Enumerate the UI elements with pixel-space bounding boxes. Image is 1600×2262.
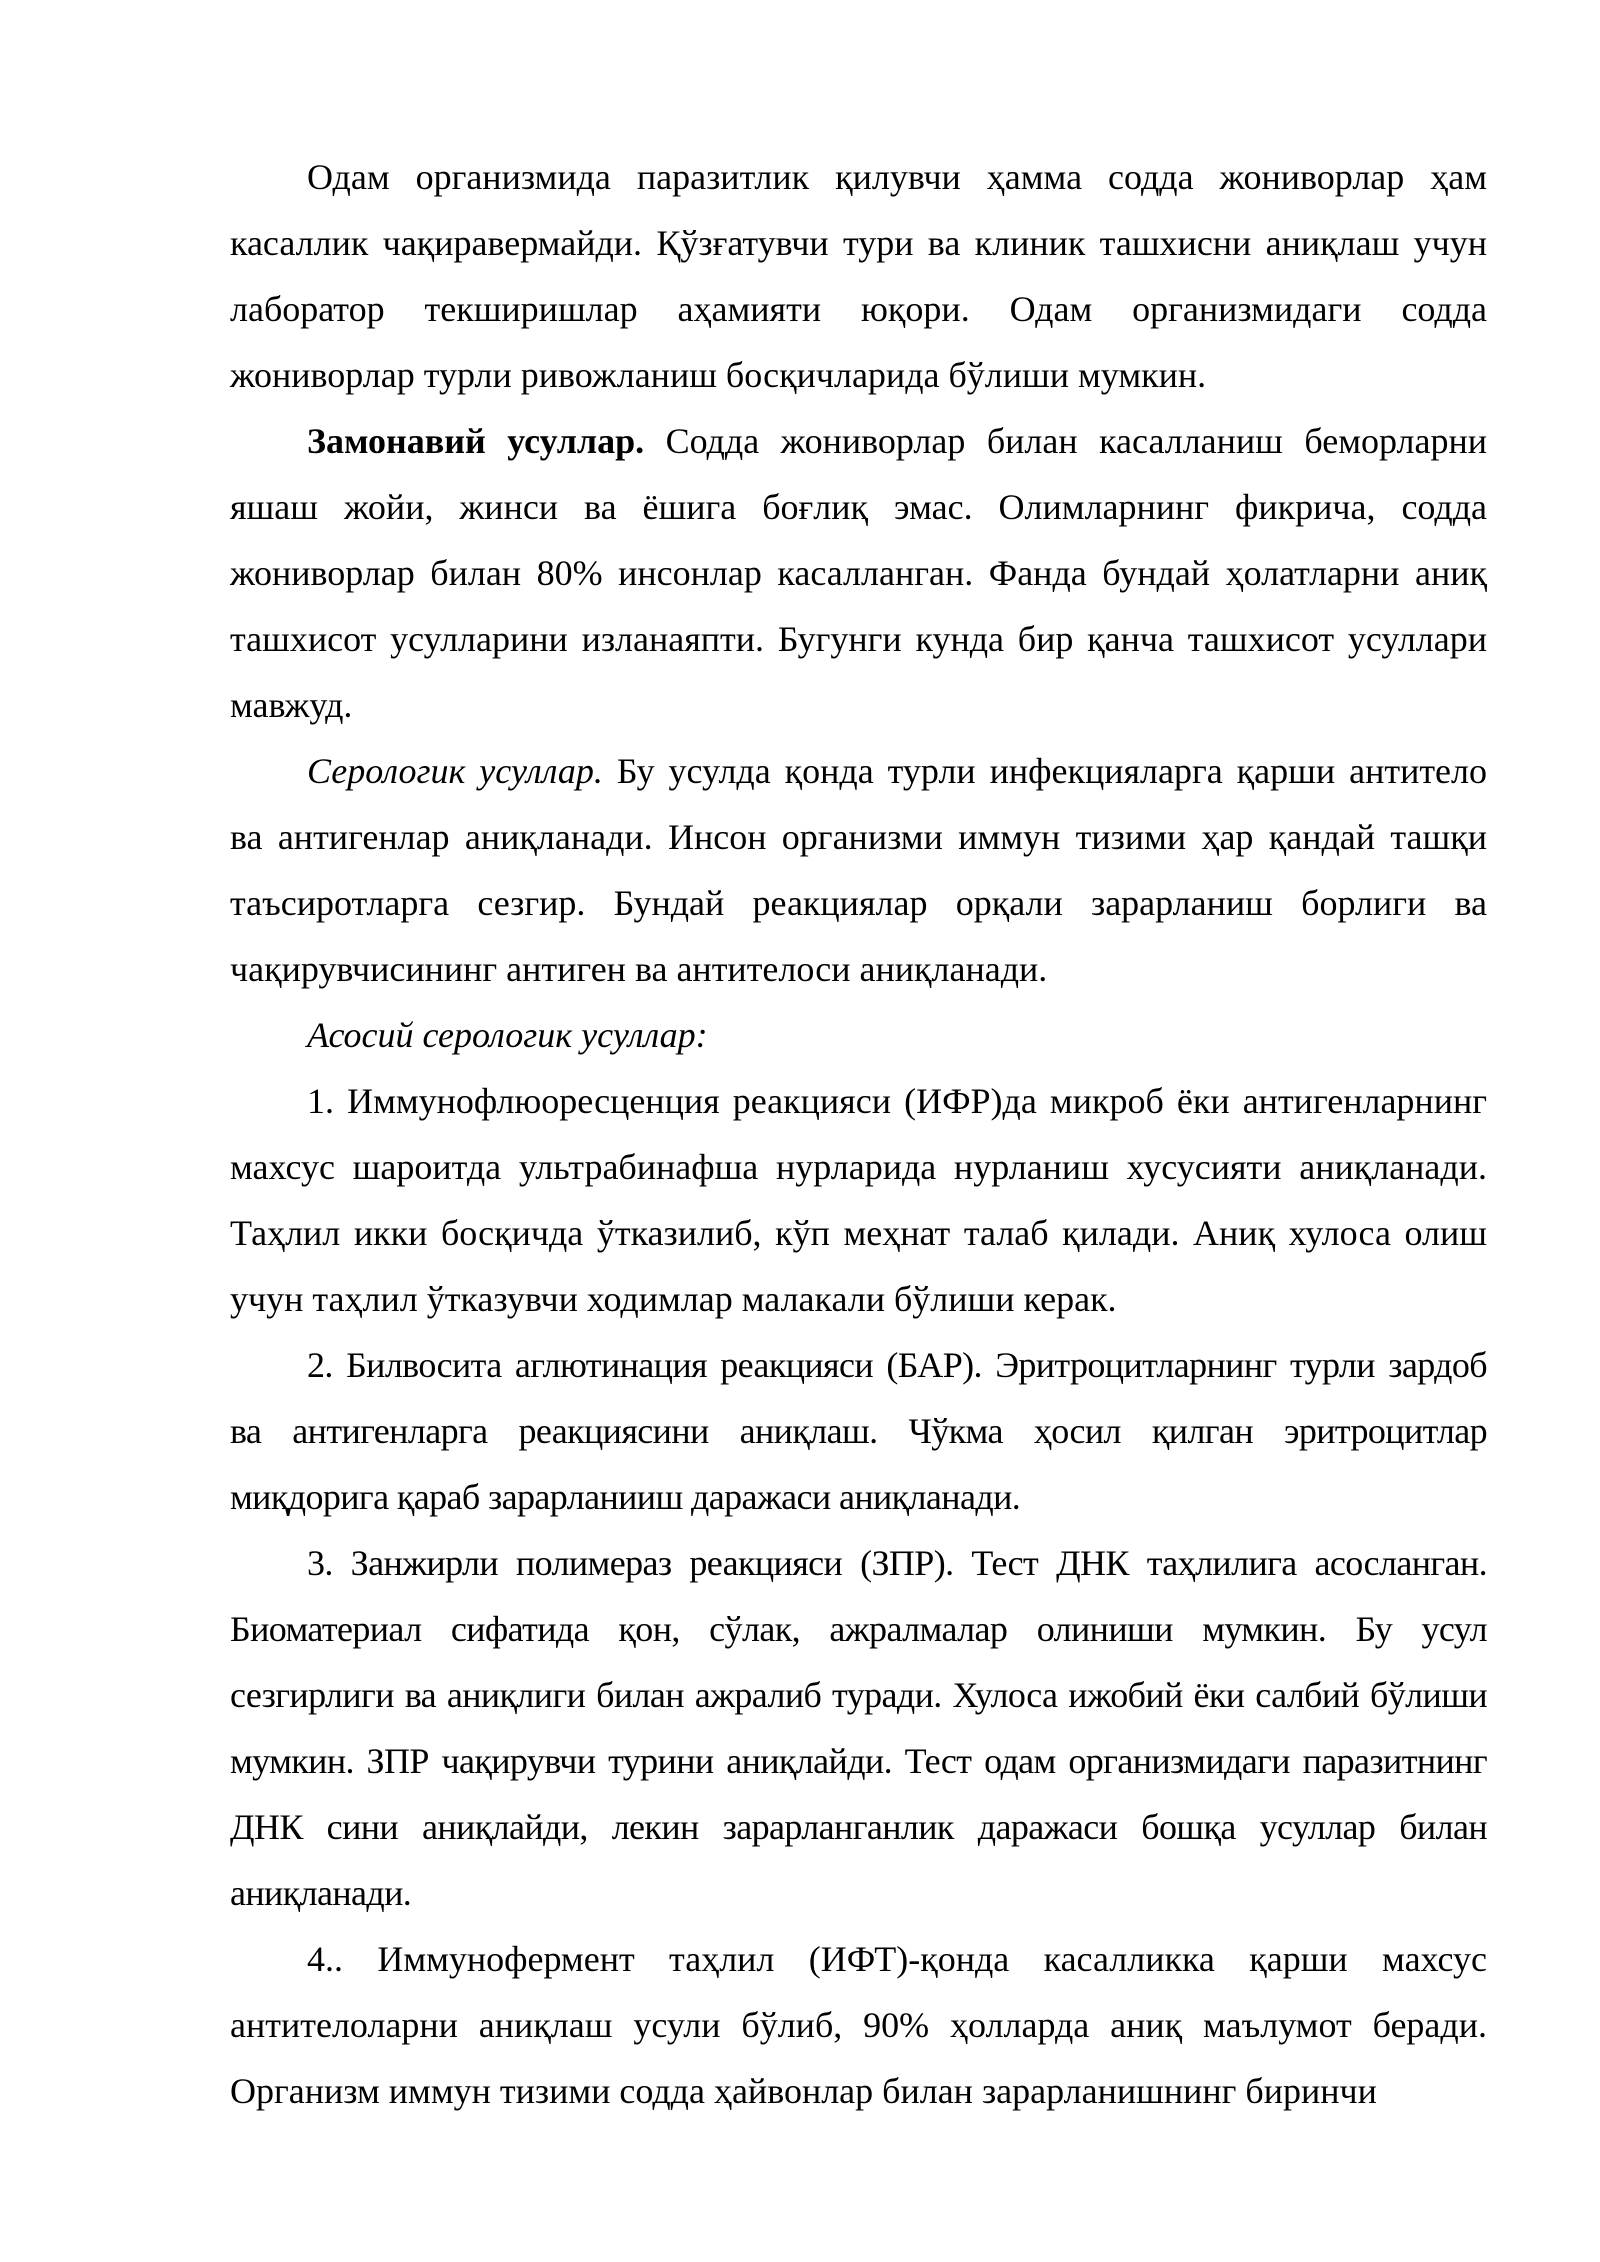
- paragraph-intro: Одам организмида паразитлик қилувчи ҳамма содда жониворлар ҳам касаллик чақиравермайди. Қўзғатувчи тури ва клиник ташхисни аниқлаш учун лаборатор текширишлар аҳамияти юқори. Одам организмидаги содда жониворлар турли ривожланиш босқичларида бўлиши мумкин.: [230, 157, 1487, 395]
- main-serological-heading: Асосий серологик усуллар:: [307, 1015, 708, 1055]
- modern-methods-text: Содда жониворлар билан касалланиш беморларни яшаш жойи, жинси ва ёшига боғлиқ эмас. Олимларнинг фикрича, содда жониворлар билан 80% инсонлар касалланган. Фанда бундай ҳолатларни аниқ ташхисот усулларини изланаяпти. Бугунги кунда бир қанча ташхисот усуллари мавжуд.: [230, 421, 1487, 725]
- serological-methods-heading: Серологик усуллар.: [307, 751, 603, 791]
- list-item-2: 2. Билвосита аглютинация реакцияси (БАР). Эритроцитларнинг турли зардоб ва антигенларга реакциясини аниқлаш. Чўкма ҳосил қилган эритроцитлар миқдорига қараб зарарланииш даражаси аниқланади.: [230, 1345, 1487, 1517]
- list-item-3: 3. Занжирли полимераз реакцияси (ЗПР). Тест ДНК таҳлилига асосланган. Биоматериал сифатида қон, сўлак, ажралмалар олиниши мумкин. Бу усул сезгирлиги ва аниқлиги билан ажралиб туради. Хулоса ижобий ёки салбий бўлиши мумкин. ЗПР чақирувчи турини аниқлайди. Тест одам организмидаги паразитнинг ДНК сини аниқлайди, лекин зарарланганлик даражаси бошқа усуллар билан аниқланади.: [230, 1543, 1487, 1913]
- list-item-4: 4.. Иммунофермент таҳлил (ИФТ)-қонда касалликка қарши махсус антителоларни аниқлаш усули бўлиб, 90% ҳолларда аниқ маълумот беради. Организм иммун тизими содда ҳайвонлар билан зарарланишнинг биринчи: [230, 1939, 1487, 2111]
- modern-methods-heading: Замонавий усуллар.: [307, 421, 645, 461]
- paragraph-modern-methods: [230, 408, 1487, 738]
- paragraph-serological-methods: [230, 738, 1487, 1002]
- list-item-1: 1. Иммунофлюоресценция реакцияси (ИФР)да микроб ёки антигенларнинг махсус шароитда ультрабинафша нурларида нурланиш хусусияти аниқланади. Таҳлил икки босқичда ўтказилиб, кўп меҳнат талаб қилади. Аниқ хулоса олиш учун таҳлил ўтказувчи ходимлар малакали бўлиши керак.: [230, 1081, 1487, 1319]
- serological-methods-text: Бу усулда қонда турли инфекцияларга қарши антитело ва антигенлар аниқланади. Инсон организми иммун тизими ҳар қандай ташқи таъсиротларга сезгир. Бундай реакциялар орқали зарарланиш борлиги ва чақирувчисининг антиген ва антителоси аниқланади.: [230, 751, 1488, 989]
- paragraph-main-serological-heading: [230, 1002, 1487, 1068]
